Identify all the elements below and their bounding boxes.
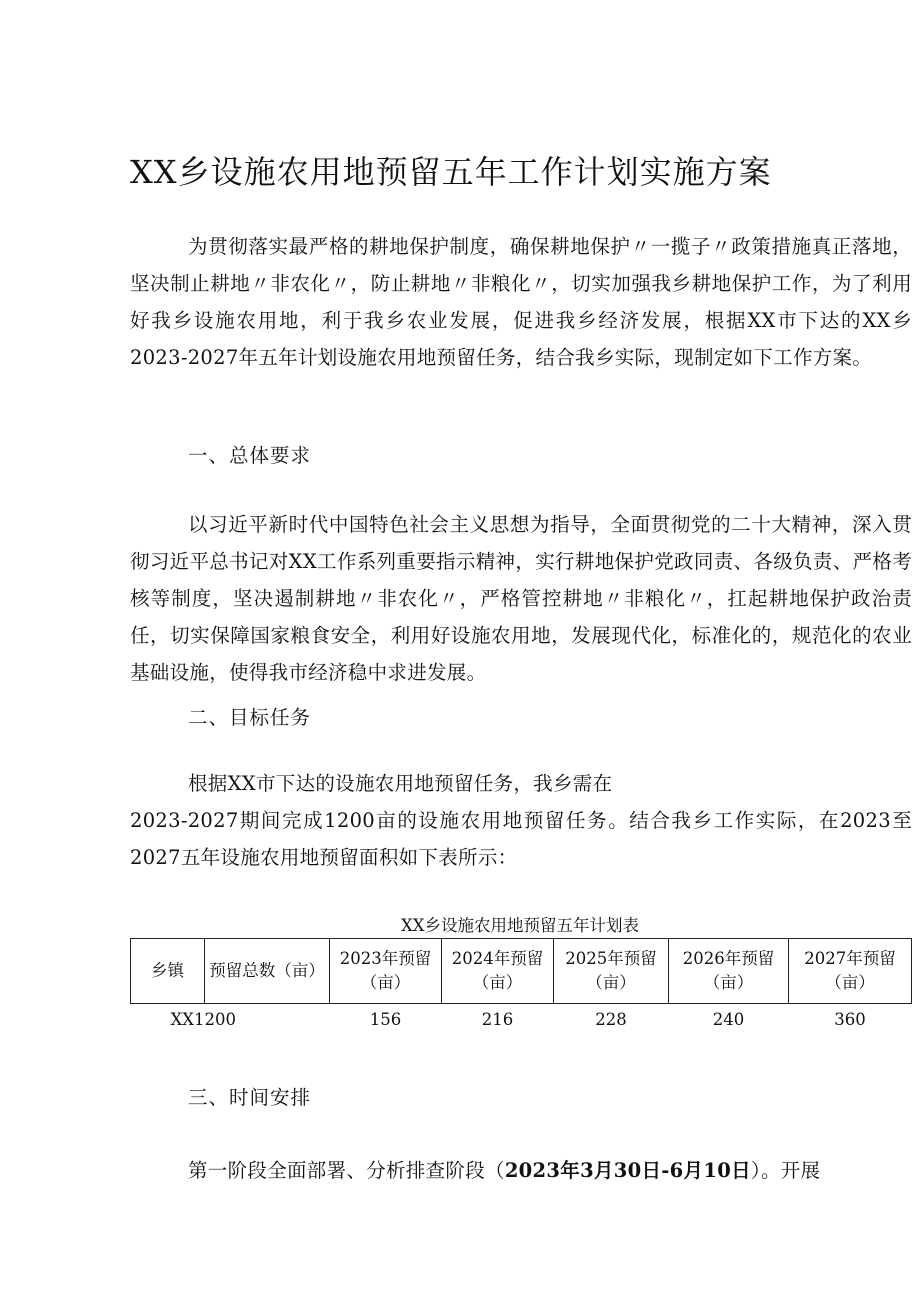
reserve-plan-table: [130, 938, 912, 1034]
stage1-text: 第一阶段全面部署、分析排查阶段（: [188, 1159, 505, 1182]
table-caption: XX乡设施农用地预留五年计划表: [401, 916, 639, 935]
intro-paragraph: 为贯彻落实最严格的耕地保护制度，确保耕地保护〃一揽子〃政策措施真正落地，坚决制止耕地〃非农化〃，防止耕地〃非粮化〃，切实加强我乡耕地保护工作，为了利用好我乡设施农用地，利于我乡农业发展，促进我乡经济发展，根据XX市下达的XX乡2023-2027年五年计划设施农用地预留任务，结合我乡实际，现制定如下工作方案。: [130, 235, 912, 369]
cell-2023: 156: [369, 1009, 402, 1029]
stage1-tail: ）。开展: [750, 1159, 821, 1182]
cell-2025: 228: [595, 1009, 627, 1029]
stage1-paragraph: [130, 1152, 912, 1189]
header-2023: 2023年预留（亩）: [330, 939, 442, 1004]
header-2026: 2026年预留（亩）: [669, 939, 789, 1004]
header-total: 预留总数（亩）: [205, 939, 330, 1004]
section-heading-schedule: 三、时间安排: [188, 1086, 312, 1109]
header-2025: 2025年预留（亩）: [554, 939, 669, 1004]
target-tasks-line1: 根据XX市下达的设施农用地预留任务，我乡需在: [188, 772, 613, 795]
section-heading-target-tasks: 二、目标任务: [188, 706, 312, 729]
stage1-date: 2023年3月30日-6月10日: [504, 1159, 751, 1182]
table-header-row: [131, 939, 912, 1004]
cell-2026: 240: [712, 1009, 745, 1029]
general-requirements-paragraph: 以习近平新时代中国特色社会主义思想为指导，全面贯彻党的二十大精神，深入贯彻习近平总书记对XX工作系列重要指示精神，实行耕地保护党政同责、各级负责、严格考核等制度，坚决遏制耕地〃非农化〃，严格管控耕地〃非粮化〃，扛起耕地保护政治责任，切实保障国家粮食安全，利用好设施农用地，发展现代化，标准化的，规范化的农业基础设施，使得我市经济稳中求进发展。: [130, 513, 912, 684]
document-title: XX乡设施农用地预留五年工作计划实施方案: [130, 153, 772, 191]
cell-2024: 216: [481, 1009, 514, 1029]
section-heading-general-requirements: 一、总体要求: [188, 444, 312, 467]
target-tasks-paragraph: 2023-2027期间完成1200亩的设施农用地预留任务。结合我乡工作实际，在2023至2027五年设施农用地预留面积如下表所示：: [130, 809, 912, 869]
header-town: 乡镇: [131, 939, 205, 1004]
header-2024: 2024年预留（亩）: [442, 939, 554, 1004]
header-2027: 2027年预留（亩）: [789, 939, 912, 1004]
cell-2027: 360: [834, 1009, 866, 1029]
cell-town-total: XX1200: [170, 1009, 236, 1029]
table-row: [131, 1004, 912, 1035]
